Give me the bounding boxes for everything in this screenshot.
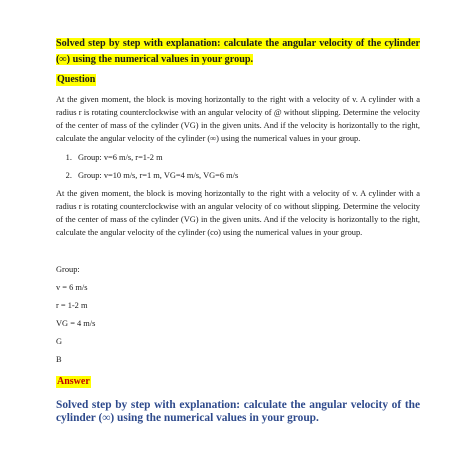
question-paragraph-1: At the given moment, the block is moving horizontally to the right with a velocity of v. A cylinder with a radius r is rotating counterclockwise with an angular velocity of @ without slipping. Determine the velocity of the center of mass of the cylinder (VG) in the given units. And if the velocity is horizontally to the right, calculate the angular velocity of the cylinder (∞) using the numerical values in your group.: [56, 95, 420, 143]
group-item-2: 2. Group: v=10 m/s, r=1 m, VG=4 m/s, VG=6 m/s: [74, 169, 420, 182]
value-velocity: v = 6 m/s: [56, 283, 88, 292]
group-item-1: 1. Group: v=6 m/s, r=1-2 m: [74, 151, 420, 164]
value-radius: r = 1-2 m: [56, 301, 88, 310]
document-page: [56, 36, 420, 425]
value-b: B: [56, 355, 62, 364]
question-label: Question: [57, 74, 96, 85]
question-paragraph-2: At the given moment, the block is moving horizontally to the right with a velocity of v. A cylinder with a radius r is rotating counterclockwise with an angular velocity of co without slipping. Determine the velocity of the center of mass of the cylinder (VG) in the given units. And if the velocity is horizontally to the right, calculate the angular velocity of the cylinder (co) using the numerical values in your group.: [56, 189, 420, 237]
title-highlight: Solved step by step with explanation: calculate the angular velocity of the cylinder (∞) using the numerical values in your group.: [56, 38, 420, 65]
values-list: [56, 263, 420, 366]
group-list: [56, 151, 420, 182]
answer-text: Solved step by step with explanation: calculate the angular velocity of the cylinder (∞) using the numerical values in your group.: [56, 399, 420, 424]
values-heading: Group:: [56, 265, 80, 274]
document-title: [56, 36, 420, 68]
value-vg: VG = 4 m/s: [56, 319, 96, 328]
value-g: G: [56, 337, 63, 346]
answer-label: Answer: [57, 376, 90, 387]
